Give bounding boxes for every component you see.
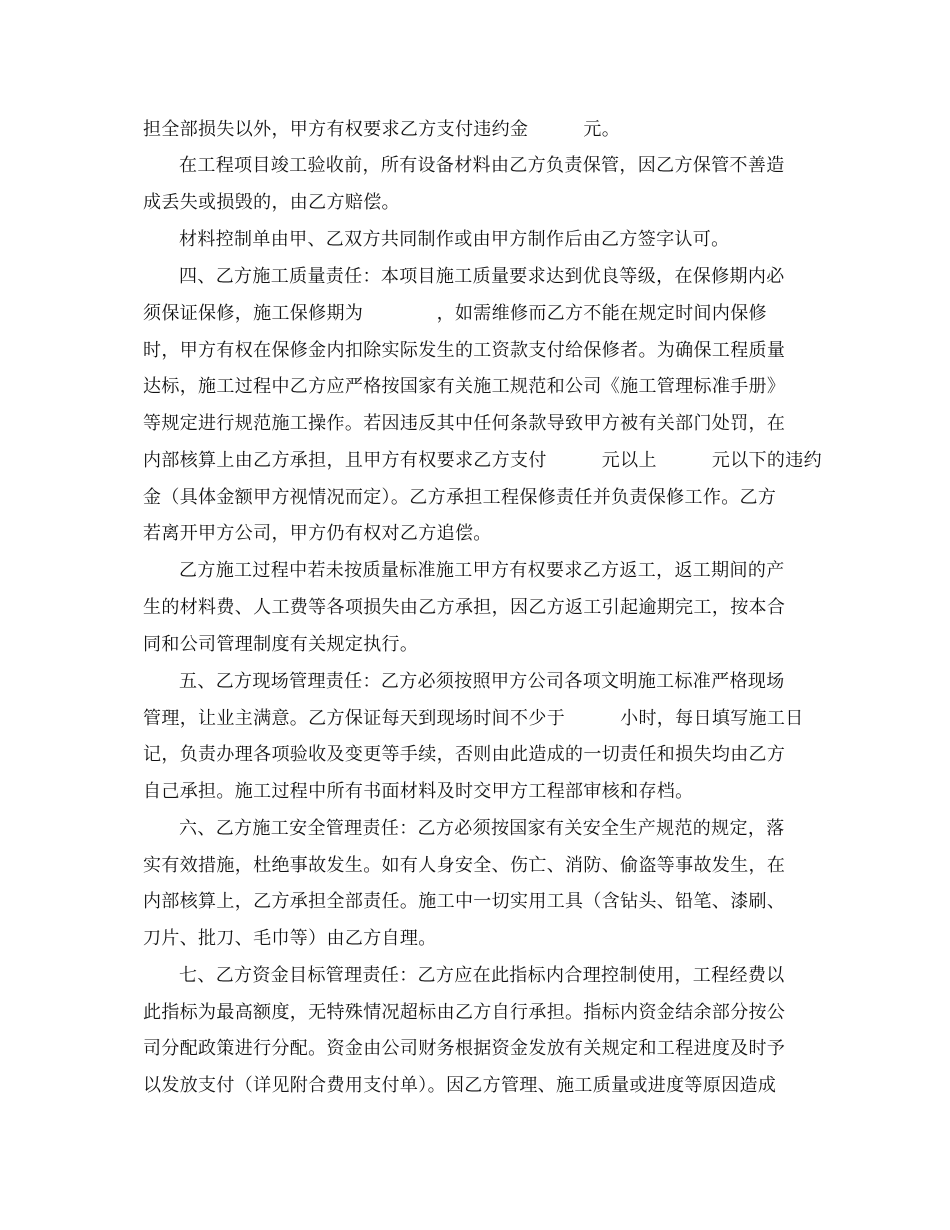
text-line: 刀片、批刀、毛巾等）由乙方自理。 xyxy=(143,928,437,949)
text-line: 担全部损失以外，甲方有权要求乙方支付违约金 元。 xyxy=(143,119,621,140)
section-seven-first-line: 七、乙方资金目标管理责任：乙方应在此指标内合理控制使用，工程经费以 xyxy=(179,965,785,986)
section-four-first-line: 四、乙方施工质量责任：本项目施工质量要求达到优良等级，在保修期内必 xyxy=(179,266,785,287)
text-line: 管理，让业主满意。乙方保证每天到现场时间不少于 小时，每日填写施工日 xyxy=(143,708,804,729)
text-line: 达标，施工过程中乙方应严格按国家有关施工规范和公司《施工管理标准手册》 xyxy=(143,376,786,397)
text-line: 金（具体金额甲方视情况而定）。乙方承担工程保修责任并负责保修工作。乙方 xyxy=(143,487,777,508)
text-line: 等规定进行规范施工操作。若因违反其中任何条款导致甲方被有关部门处罚，在 xyxy=(143,413,786,434)
text-line: 内部核算上，乙方承担全部责任。施工中一切实用工具（含钻头、铅笔、漆刷、 xyxy=(143,891,786,912)
text-line: 生的材料费、人工费等各项损失由乙方承担，因乙方返工引起逾期完工，按本合 xyxy=(143,597,786,618)
text-line: 同和公司管理制度有关规定执行。 xyxy=(143,634,419,655)
section-six-first-line: 六、乙方施工安全管理责任：乙方必须按国家有关安全生产规范的规定，落 xyxy=(179,818,785,839)
text-line: 实有效措施，杜绝事故发生。如有人身安全、伤亡、消防、偷盗等事故发生，在 xyxy=(143,855,786,876)
text-line: 内部核算上由乙方承担，且甲方有权要求乙方支付 元以上 元以下的违约 xyxy=(143,450,822,471)
text-line: 时，甲方有权在保修金内扣除实际发生的工资款支付给保修者。为确保工程质量 xyxy=(143,340,786,361)
text-line: 司分配政策进行分配。资金由公司财务根据资金发放有关规定和工程进度及时予 xyxy=(143,1038,786,1059)
text-line: 记，负责办理各项验收及变更等手续，否则由此造成的一切责任和损失均由乙方 xyxy=(143,744,786,765)
text-line: 成丢失或损毁的，由乙方赔偿。 xyxy=(143,192,400,213)
text-line: 此指标为最高额度，无特殊情况超标由乙方自行承担。指标内资金结余部分按公 xyxy=(143,1002,786,1023)
text-line: 自己承担。施工过程中所有书面材料及时交甲方工程部审核和存档。 xyxy=(143,781,694,802)
paragraph-first-line: 乙方施工过程中若未按质量标准施工甲方有权要求乙方返工，返工期间的产 xyxy=(179,560,785,581)
section-five-first-line: 五、乙方现场管理责任：乙方必须按照甲方公司各项文明施工标准严格现场 xyxy=(179,671,785,692)
paragraph-first-line: 材料控制单由甲、乙双方共同制作或由甲方制作后由乙方签字认可。 xyxy=(179,229,730,250)
text-line: 以发放支付（详见附合费用支付单）。因乙方管理、施工质量或进度等原因造成 xyxy=(143,1075,777,1096)
paragraph-first-line: 在工程项目竣工验收前，所有设备材料由乙方负责保管，因乙方保管不善造 xyxy=(179,155,785,176)
text-line: 须保证保修，施工保修期为 ，如需维修而乙方不能在规定时间内保修 xyxy=(143,303,767,324)
text-line: 若离开甲方公司，甲方仍有权对乙方追偿。 xyxy=(143,523,492,544)
